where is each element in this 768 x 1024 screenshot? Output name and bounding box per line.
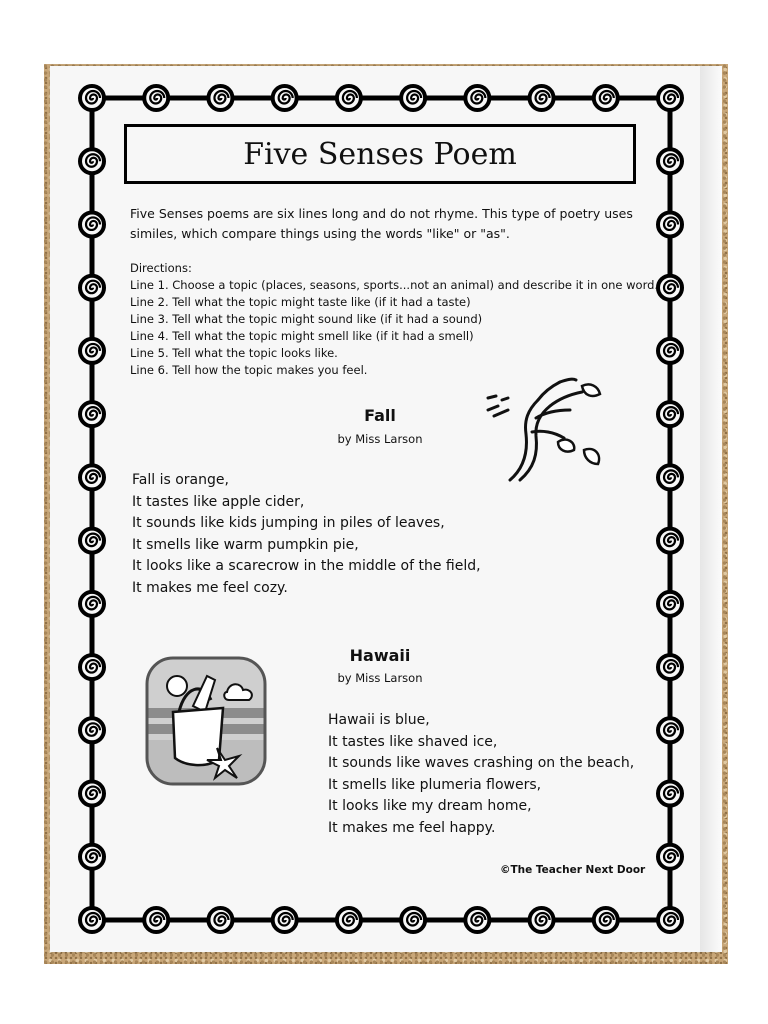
direction-line-1: Line 1. Choose a topic (places, seasons, sports...not an animal) and describe it in one word. <box>130 278 659 292</box>
poem-title-hawaii: Hawaii <box>349 646 411 665</box>
spiral-ornament <box>80 339 104 363</box>
spiral-ornament <box>337 86 361 110</box>
spiral-ornament <box>658 149 682 173</box>
directions-section <box>130 260 658 379</box>
poem-line: It looks like my dream home, <box>328 798 532 814</box>
spiral-ornament <box>80 402 104 426</box>
spiral-ornament <box>530 86 554 110</box>
poem-line: It smells like plumeria flowers, <box>328 776 542 793</box>
spiral-ornament <box>80 845 104 869</box>
spiral-ornament <box>273 86 297 110</box>
spiral-ornament <box>401 908 425 932</box>
poem-line: It tastes like apple cider, <box>132 493 305 510</box>
spiral-ornament <box>144 908 168 932</box>
poem-line: It tastes like shaved ice, <box>328 733 498 750</box>
spiral-ornament <box>465 86 489 110</box>
page-title: Five Senses Poem <box>243 136 517 172</box>
poem-body-fall <box>132 470 481 599</box>
spiral-ornament <box>658 529 682 553</box>
direction-line-4: Line 4. Tell what the topic might smell like (if it had a smell) <box>130 329 474 343</box>
spiral-ornament <box>80 86 104 110</box>
poem-body-hawaii <box>328 710 634 839</box>
spiral-ornament <box>465 908 489 932</box>
direction-line-2: Line 2. Tell what the topic might taste like (if it had a taste) <box>130 295 471 309</box>
spiral-ornament <box>658 845 682 869</box>
spiral-ornament <box>80 782 104 806</box>
intro-line: Five Senses poems are six lines long and do not rhyme. This type of poetry uses <box>130 206 633 221</box>
spiral-ornament <box>658 592 682 616</box>
poem-line: Hawaii is blue, <box>328 712 430 728</box>
spiral-ornament <box>658 908 682 932</box>
spiral-ornament <box>80 276 104 300</box>
spiral-ornament <box>208 908 232 932</box>
spiral-ornament <box>80 149 104 173</box>
spiral-ornament <box>658 465 682 489</box>
spiral-ornament <box>658 782 682 806</box>
spiral-ornament <box>658 212 682 236</box>
spiral-ornament <box>594 86 618 110</box>
poem-line: Fall is orange, <box>132 472 229 488</box>
spiral-ornament <box>594 908 618 932</box>
copyright-notice: ©The Teacher Next Door <box>500 864 646 876</box>
spiral-ornament <box>337 908 361 932</box>
spiral-ornament <box>658 339 682 363</box>
direction-line-6: Line 6. Tell how the topic makes you feel. <box>130 363 368 377</box>
poem-line: It smells like warm pumpkin pie, <box>132 536 359 553</box>
poem-line: It sounds like kids jumping in piles of leaves, <box>132 515 445 531</box>
poem-line: It makes me feel happy. <box>328 819 496 836</box>
poem-title-fall: Fall <box>364 406 396 425</box>
spiral-ornament <box>80 465 104 489</box>
beach-bag-icon <box>145 656 267 786</box>
poem-line: It looks like a scarecrow in the middle of the field, <box>132 558 481 574</box>
spiral-ornament <box>401 86 425 110</box>
poem-line: It sounds like waves crashing on the beach, <box>328 755 635 771</box>
spiral-ornament <box>658 718 682 742</box>
spiral-ornament <box>144 86 168 110</box>
directions-heading: Directions: <box>130 261 192 275</box>
spiral-ornament <box>658 655 682 679</box>
spiral-ornament <box>80 592 104 616</box>
spiral-ornament <box>530 908 554 932</box>
spiral-ornament <box>80 908 104 932</box>
spiral-ornament <box>80 529 104 553</box>
windy-tree-icon <box>484 376 608 484</box>
spiral-ornament <box>658 276 682 300</box>
title-box <box>124 124 636 184</box>
spiral-ornament <box>658 86 682 110</box>
spiral-ornament <box>80 212 104 236</box>
direction-line-3: Line 3. Tell what the topic might sound like (if it had a sound) <box>130 312 483 326</box>
poem-author-hawaii: by Miss Larson <box>337 671 423 685</box>
direction-line-5: Line 5. Tell what the topic looks like. <box>130 346 338 360</box>
spiral-ornament <box>208 86 232 110</box>
intro-text <box>130 204 633 244</box>
spiral-ornament <box>658 402 682 426</box>
spiral-ornament <box>273 908 297 932</box>
spiral-ornament <box>80 718 104 742</box>
intro-line: similes, which compare things using the words "like" or "as". <box>130 226 510 241</box>
spiral-ornament <box>80 655 104 679</box>
poem-author-fall: by Miss Larson <box>337 432 423 446</box>
poem-line: It makes me feel cozy. <box>132 579 288 596</box>
